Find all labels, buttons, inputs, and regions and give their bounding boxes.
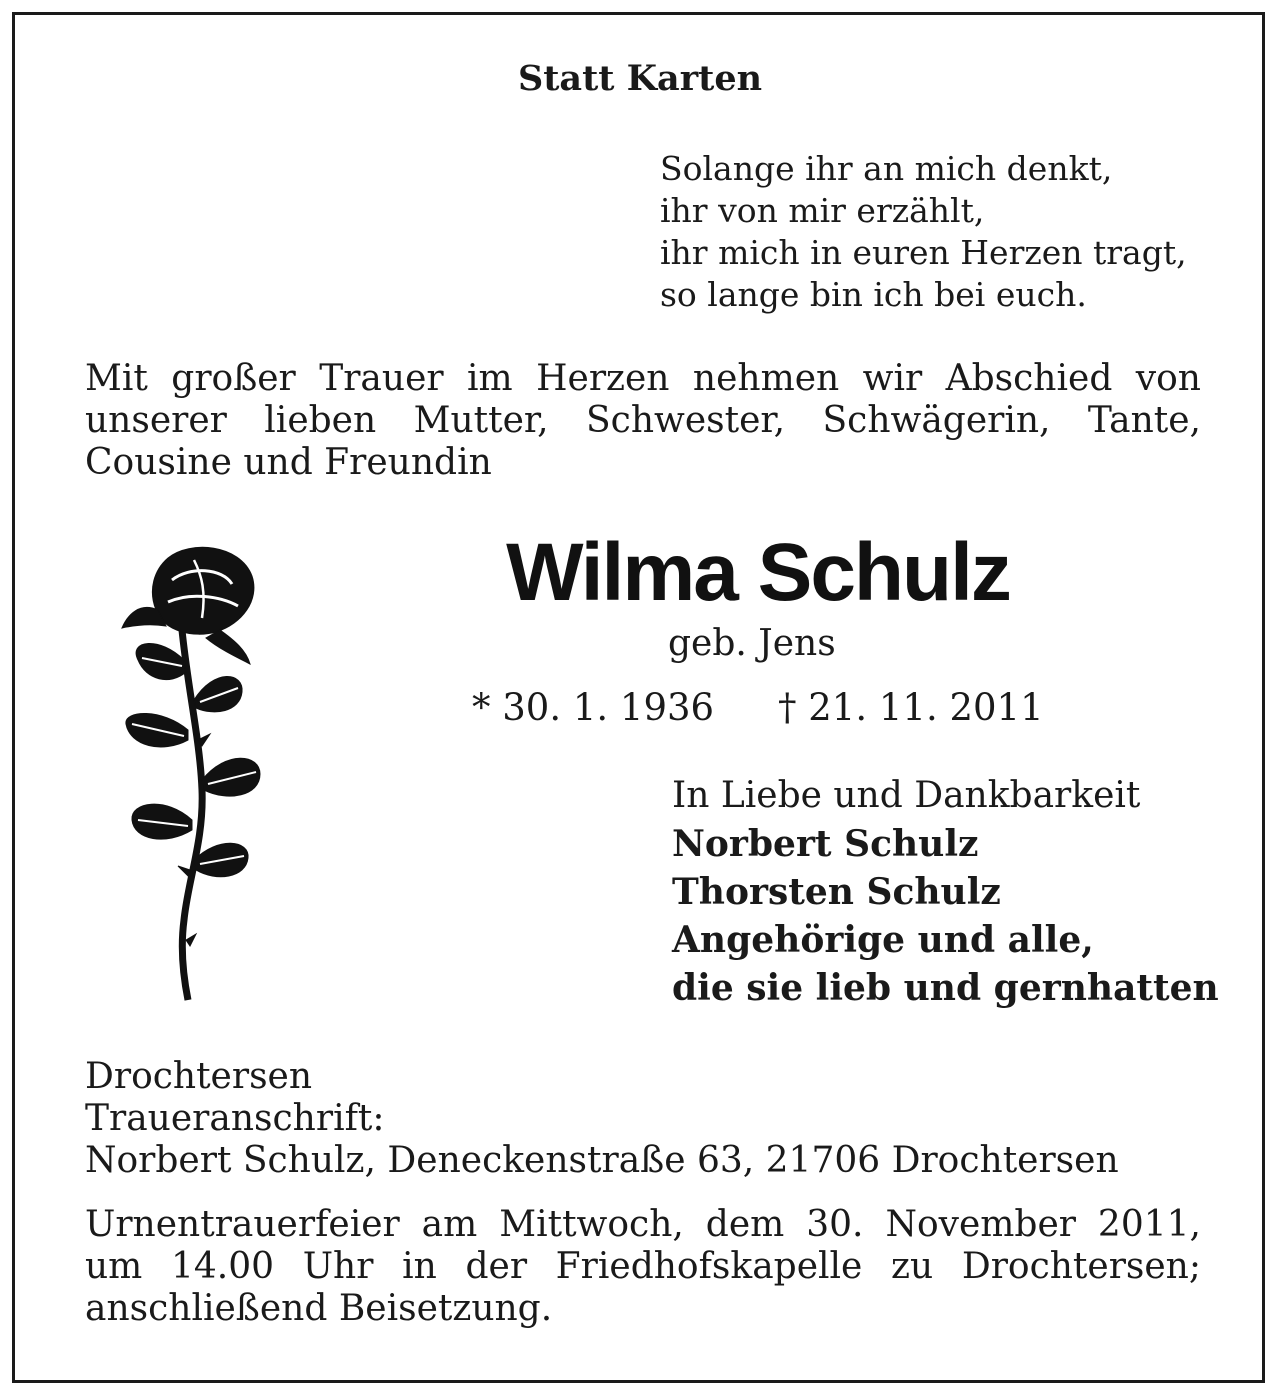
family-block — [672, 772, 1219, 1012]
family-name: Norbert Schulz — [672, 823, 979, 865]
birth-date: * 30. 1. 1936 — [472, 686, 715, 729]
poem-line: so lange bin ich bei euch. — [660, 275, 1087, 314]
family-names — [672, 820, 1219, 1012]
address-line: Norbert Schulz, Deneckenstraße 63, 21706 Drochtersen — [85, 1140, 1119, 1181]
family-name: Angehörige und alle, — [672, 919, 1094, 961]
deceased-name: Wilma Schulz — [506, 527, 1010, 618]
maiden-name: geb. Jens — [668, 623, 836, 664]
poem — [660, 148, 1187, 316]
funeral-info: Urnentrauerfeier am Mittwoch, dem 30. November 2011, um 14.00 Uhr in der Friedhofskapelle zu Drochtersen; anschließend Beisetzung. — [85, 1204, 1201, 1329]
place-name: Drochtersen — [85, 1056, 313, 1097]
address-label: Traueranschrift: — [85, 1098, 385, 1139]
family-intro: In Liebe und Dankbarkeit — [672, 775, 1141, 816]
header-text: Statt Karten — [517, 58, 763, 99]
family-name: Thorsten Schulz — [672, 871, 1001, 913]
family-name: die sie lieb und gernhatten — [672, 967, 1219, 1009]
death-date: † 21. 11. 2011 — [778, 686, 1044, 729]
poem-line: ihr mich in euren Herzen tragt, — [660, 233, 1187, 272]
intro-text: Mit großer Trauer im Herzen nehmen wir Abschied von unserer lieben Mutter, Schwester, Schwägerin, Tante, Cousine und Freundin — [85, 358, 1201, 483]
poem-line: ihr von mir erzählt, — [660, 191, 985, 230]
address-block — [85, 1056, 1119, 1182]
poem-line: Solange ihr an mich denkt, — [660, 149, 1113, 188]
